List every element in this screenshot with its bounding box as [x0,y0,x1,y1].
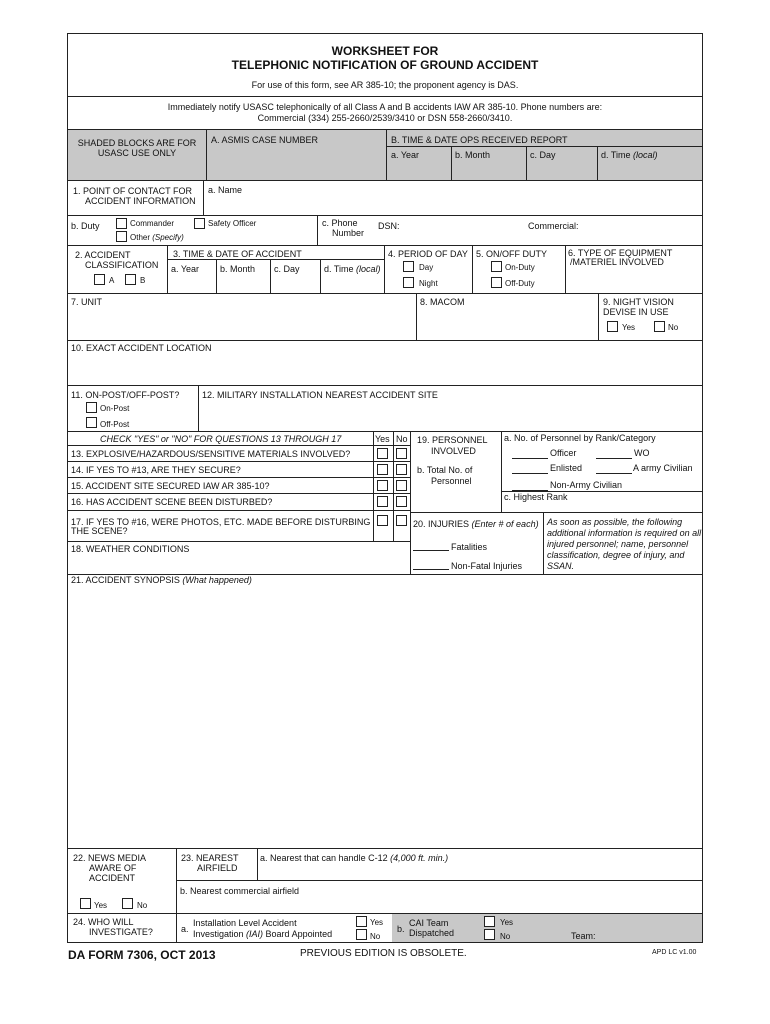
q13-no-checkbox[interactable] [396,448,407,459]
notice-line1: Immediately notify USASC telephonically of all Class A and B accidents IAW AR 385-10. Phone numbers are: [167,102,603,112]
accident-location-label: 10. EXACT ACCIDENT LOCATION [71,343,212,353]
phone-label: Number [332,228,365,238]
unit-label: 7. UNIT [71,297,103,307]
injury-note: SSAN. [547,561,575,571]
divider [472,245,473,293]
accident-month-label: b. Month [220,264,256,274]
cai-label: CAI Team [409,918,449,928]
officer-count-line[interactable] [512,458,548,459]
q14-no-checkbox[interactable] [396,464,407,475]
accident-year-label: a. Year [171,264,200,274]
on-post-label: On-Post [100,404,130,413]
form-title-line1: WORKSHEET FOR [331,44,439,58]
q16-no-checkbox[interactable] [396,496,407,507]
day-checkbox[interactable] [403,261,414,272]
on-off-duty-label: 5. ON/OFF DUTY [476,249,548,259]
question-15: 15. ACCIDENT SITE SECURED IAW AR 385-10? [71,481,270,491]
non-army-civilian-label: Non-Army Civilian [550,480,623,490]
divider [67,445,410,446]
injury-note: injured personnel; name, personnel [547,539,689,549]
airfield-label: 23. NEAREST [181,853,239,863]
period-of-day-label: 4. PERIOD OF DAY [388,249,468,259]
form-title-line2: TELEPHONIC NOTIFICATION OF GROUND ACCIDENT [231,58,539,72]
divider [393,431,394,541]
divider [597,146,598,180]
airfield-label: AIRFIELD [197,863,238,873]
personnel-label: 19. PERSONNEL [417,435,488,445]
on-post-checkbox[interactable] [86,402,97,413]
synopsis-label: 21. ACCIDENT SYNOPSIS (What happened) [71,575,252,585]
form-subtitle: For use of this form, see AR 385-10; the proponent agency is DAS. [251,80,519,90]
divider [410,512,703,513]
on-duty-label: On-Duty [505,263,535,272]
night-vision-label: DEVISE IN USE [603,307,669,317]
divider [373,431,374,541]
divider [410,541,411,574]
poc-label: ACCIDENT INFORMATION [85,196,196,206]
iai-no-checkbox[interactable] [356,929,367,940]
iai-yes-checkbox[interactable] [356,916,367,927]
divider [67,96,703,97]
installation-label: 12. MILITARY INSTALLATION NEAREST ACCIDENT SITE [202,390,438,400]
divider [206,130,207,180]
accident-time-label: d. Time (local) [324,264,381,274]
divider [501,431,502,512]
iai-label: Investigation (IAI) Board Appointed [193,929,333,939]
divider [526,146,527,180]
question-17: 17. IF YES TO #16, WERE PHOTOS, ETC. MADE BEFORE DISTURBING [71,517,371,527]
option-a-label: a. [181,924,189,934]
obsolete-notice: PREVIOUS EDITION IS OBSOLETE. [300,948,467,959]
personnel-label: INVOLVED [431,446,476,456]
no-column-header: No [396,434,408,444]
divider [67,293,703,294]
accident-day-label: c. Day [274,264,300,274]
night-checkbox[interactable] [403,277,414,288]
on-off-post-label: 11. ON-POST/OFF-POST? [71,390,180,400]
news-media-label: ACCIDENT [89,873,136,883]
ops-year-label: a. Year [391,150,420,160]
q13-yes-checkbox[interactable] [377,448,388,459]
iai-no-label: No [370,932,381,941]
phone-label: c. Phone [322,218,358,228]
news-media-no-checkbox[interactable] [122,898,133,909]
cai-yes-label: Yes [500,918,514,927]
ops-day-label: c. Day [530,150,556,160]
on-duty-checkbox[interactable] [491,261,502,272]
class-b-checkbox[interactable] [125,274,136,285]
check-instruction: CHECK "YES" or "NO" FOR QUESTIONS 13 THROUGH 17 [100,434,342,444]
accident-class-label: CLASSIFICATION [85,260,159,270]
army-civilian-label: A army Civilian [633,463,693,473]
night-vision-no-label: No [668,323,679,332]
enlisted-count-line[interactable] [512,473,548,474]
question-16: 16. HAS ACCIDENT SCENE BEEN DISTURBED? [71,497,273,507]
off-post-label: Off-Post [100,420,130,429]
question-13: 13. EXPLOSIVE/HAZARDOUS/SENSITIVE MATERIALS INVOLVED? [71,449,351,459]
cai-yes-checkbox[interactable] [484,916,495,927]
cai-no-label: No [500,932,511,941]
q17-no-checkbox[interactable] [396,515,407,526]
asmis-case-number-label: A. ASMIS CASE NUMBER [211,135,319,145]
divider [320,259,321,293]
news-media-yes-label: Yes [94,901,108,910]
divider [67,477,410,478]
investigate-label: 24. WHO WILL [73,917,134,927]
iai-yes-label: Yes [370,918,384,927]
off-post-checkbox[interactable] [86,417,97,428]
wo-count-line[interactable] [596,458,632,459]
injury-note: As soon as possible, the following [547,517,683,527]
poc-label: 1. POINT OF CONTACT FOR [73,186,193,196]
shaded-label: USASC USE ONLY [97,148,177,158]
q15-no-checkbox[interactable] [396,480,407,491]
divider [167,245,168,293]
total-personnel-label: b. Total No. of [417,465,473,475]
divider [67,180,703,181]
wo-label: WO [634,448,650,458]
officer-label: Officer [550,448,577,458]
night-vision-label: 9. NIGHT VISION [603,297,674,307]
q15-yes-checkbox[interactable] [377,480,388,491]
divider [384,245,385,293]
fatalities-count-line[interactable] [413,550,449,551]
divider [598,293,599,340]
q17-yes-checkbox[interactable] [377,515,388,526]
divider [67,385,703,386]
divider [386,146,703,147]
divider [67,493,410,494]
form-number: DA FORM 7306, OCT 2013 [68,948,216,962]
divider [67,510,410,511]
option-b-label: b. [397,924,405,934]
divider [67,431,703,432]
news-media-no-label: No [137,901,148,910]
night-vision-no-checkbox[interactable] [654,321,665,332]
macom-label: 8. MACOM [420,297,465,307]
night-vision-yes-checkbox[interactable] [607,321,618,332]
divider [67,245,703,246]
divider [67,541,410,542]
weather-label: 18. WEATHER CONDITIONS [71,544,190,554]
ops-received-label: B. TIME & DATE OPS RECEIVED REPORT [391,135,568,145]
poc-name-label: a. Name [208,185,243,195]
off-duty-label: Off-Duty [505,279,535,288]
notice-line2: Commercial (334) 255-2660/2539/3410 or DSN 558-2660/3410. [257,113,513,123]
accident-time-date-label: 3. TIME & DATE OF ACCIDENT [173,249,302,259]
night-label: Night [419,279,438,288]
divider [67,340,703,341]
divider [198,385,199,431]
divider [176,913,177,943]
personnel-by-rank-label: a. No. of Personnel by Rank/Category [504,433,656,443]
c12-airfield-label: a. Nearest that can handle C-12 (4,000 ft. min.) [260,853,449,863]
highest-rank-label: c. Highest Rank [504,492,568,502]
fatalities-label: Fatalities [451,542,488,552]
divider [451,146,452,180]
ops-time-label: d. Time (local) [601,150,658,160]
team-label: Team: [571,931,596,941]
divider [565,245,566,293]
investigate-label: INVESTIGATE? [89,927,153,937]
cai-no-checkbox[interactable] [484,929,495,940]
dsn-label: DSN: [378,221,400,231]
equipment-label: /MATERIEL INVOLVED [570,257,664,267]
divider [67,215,703,216]
night-vision-yes-label: Yes [622,323,636,332]
injury-note: classification, degree of injury, and [547,550,685,560]
non-fatal-count-line[interactable] [413,569,449,570]
divider [416,293,417,340]
other-duty-checkbox[interactable] [116,231,127,242]
non-fatal-label: Non-Fatal Injuries [451,561,523,571]
injuries-label: 20. INJURIES (Enter # of each) [413,519,539,529]
shaded-label: SHADED BLOCKS ARE FOR [77,138,197,148]
commander-label: Commander [130,219,175,228]
divider [176,880,703,881]
divider [67,461,410,462]
divider [543,512,544,574]
news-media-yes-checkbox[interactable] [80,898,91,909]
day-label: Day [419,263,434,272]
news-media-label: AWARE OF [89,863,137,873]
iai-label: Installation Level Accident [193,918,297,928]
enlisted-label: Enlisted [550,463,583,473]
total-personnel-label: Personnel [431,476,472,486]
yes-column-header: Yes [375,434,390,444]
army-civilian-count-line[interactable] [596,473,632,474]
commercial-airfield-label: b. Nearest commercial airfield [180,886,300,896]
news-media-label: 22. NEWS MEDIA [73,853,147,863]
divider [167,259,384,260]
question-17: THE SCENE? [71,526,128,536]
commander-checkbox[interactable] [116,218,127,229]
question-14: 14. IF YES TO #13, ARE THEY SECURE? [71,465,241,475]
class-b-label: B [140,276,146,285]
safety-officer-label: Safety Officer [208,219,257,228]
divider [257,848,258,880]
other-duty-label: Other (Specify) [130,233,184,242]
q14-yes-checkbox[interactable] [377,464,388,475]
divider [67,848,703,849]
commercial-label: Commercial: [528,221,579,231]
divider [317,215,318,245]
divider [386,130,387,180]
ops-month-label: b. Month [455,150,491,160]
equipment-label: 6. TYPE OF EQUIPMENT [568,248,673,258]
divider [203,180,204,215]
divider [410,431,411,541]
divider [216,259,217,293]
class-a-label: A [109,276,115,285]
divider [270,259,271,293]
duty-label: b. Duty [71,221,100,231]
version-label: APD LC v1.00 [652,949,697,956]
safety-officer-checkbox[interactable] [194,218,205,229]
off-duty-checkbox[interactable] [491,277,502,288]
q16-yes-checkbox[interactable] [377,496,388,507]
class-a-checkbox[interactable] [94,274,105,285]
accident-class-label: 2. ACCIDENT [75,250,131,260]
cai-label: Dispatched [409,928,455,938]
injury-note: additional information is required on all [547,528,702,538]
